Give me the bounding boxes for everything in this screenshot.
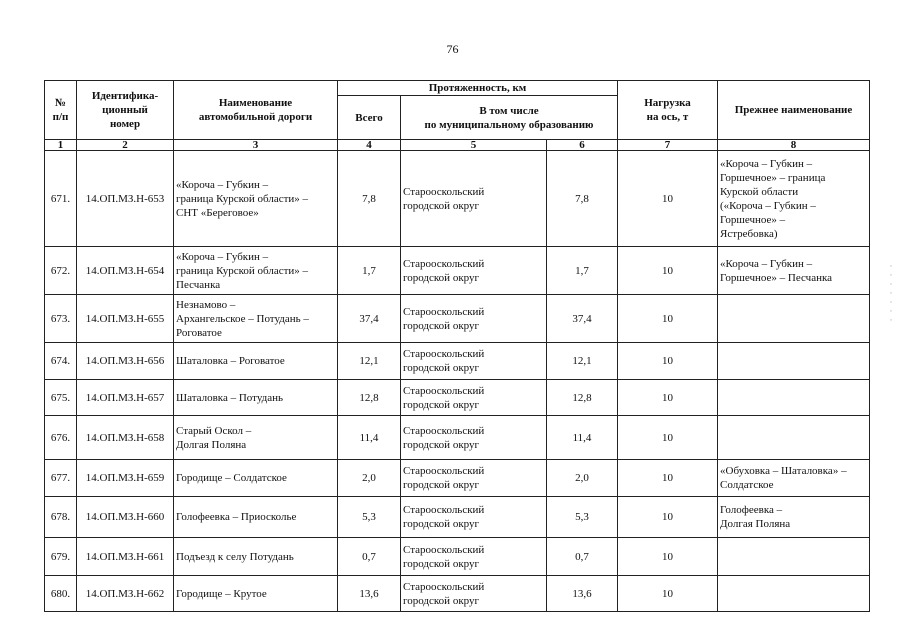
row-number: 673. (45, 295, 77, 343)
municipal-length: 1,7 (547, 247, 618, 295)
municipality: Старооскольский городской округ (401, 460, 547, 497)
column-number: 8 (718, 140, 870, 151)
length-total: 12,8 (338, 380, 401, 416)
header-name: Наименование автомобильной дороги (174, 81, 338, 140)
header-id: Идентифика- ционный номер (77, 81, 174, 140)
table-row (45, 416, 870, 460)
municipality: Старооскольский городской округ (401, 247, 547, 295)
road-name: Городище – Солдатское (174, 460, 338, 497)
table-row (45, 460, 870, 497)
header-previous: Прежнее наименование (718, 81, 870, 140)
axle-load: 10 (618, 538, 718, 576)
length-total: 37,4 (338, 295, 401, 343)
municipality: Старооскольский городской округ (401, 576, 547, 612)
column-number: 7 (618, 140, 718, 151)
axle-load: 10 (618, 247, 718, 295)
road-name: «Короча – Губкин – граница Курской области» – Песчанка (174, 247, 338, 295)
length-total: 0,7 (338, 538, 401, 576)
table-row (45, 343, 870, 380)
previous-name (718, 576, 870, 612)
previous-name (718, 343, 870, 380)
municipality: Старооскольский городской округ (401, 538, 547, 576)
road-name: Подъезд к селу Потудань (174, 538, 338, 576)
previous-name (718, 416, 870, 460)
length-total: 2,0 (338, 460, 401, 497)
axle-load: 10 (618, 416, 718, 460)
municipal-length: 12,1 (547, 343, 618, 380)
road-id: 14.ОП.МЗ.Н-654 (77, 247, 174, 295)
axle-load: 10 (618, 380, 718, 416)
column-number: 1 (45, 140, 77, 151)
header-total: Всего (338, 96, 401, 140)
municipality: Старооскольский городской округ (401, 380, 547, 416)
previous-name (718, 295, 870, 343)
municipality: Старооскольский городской округ (401, 497, 547, 538)
municipal-length: 37,4 (547, 295, 618, 343)
municipal-length: 13,6 (547, 576, 618, 612)
municipal-length: 0,7 (547, 538, 618, 576)
row-number: 672. (45, 247, 77, 295)
road-id: 14.ОП.МЗ.Н-659 (77, 460, 174, 497)
municipality: Старооскольский городской округ (401, 343, 547, 380)
municipal-length: 5,3 (547, 497, 618, 538)
road-id: 14.ОП.МЗ.Н-655 (77, 295, 174, 343)
municipal-length: 12,8 (547, 380, 618, 416)
road-name: Голофеевка – Приосколье (174, 497, 338, 538)
header-num: № п/п (45, 81, 77, 140)
row-number: 676. (45, 416, 77, 460)
row-number: 677. (45, 460, 77, 497)
column-number: 6 (547, 140, 618, 151)
municipal-length: 11,4 (547, 416, 618, 460)
length-total: 1,7 (338, 247, 401, 295)
road-id: 14.ОП.МЗ.Н-660 (77, 497, 174, 538)
road-name: Незнамово – Архангельское – Потудань – Роговатое (174, 295, 338, 343)
row-number: 674. (45, 343, 77, 380)
row-number: 679. (45, 538, 77, 576)
header-length: Протяженность, км (338, 81, 618, 96)
row-number: 675. (45, 380, 77, 416)
axle-load: 10 (618, 497, 718, 538)
column-number: 2 (77, 140, 174, 151)
road-id: 14.ОП.МЗ.Н-657 (77, 380, 174, 416)
previous-name: «Короча – Губкин – Горшечное» – Песчанка (718, 247, 870, 295)
table-row (45, 295, 870, 343)
table-row (45, 497, 870, 538)
previous-name: Голофеевка – Долгая Поляна (718, 497, 870, 538)
header-load: Нагрузка на ось, т (618, 81, 718, 140)
length-total: 13,6 (338, 576, 401, 612)
road-id: 14.ОП.МЗ.Н-653 (77, 151, 174, 247)
municipality: Старооскольский городской округ (401, 295, 547, 343)
road-name: Шаталовка – Роговатое (174, 343, 338, 380)
municipal-length: 2,0 (547, 460, 618, 497)
axle-load: 10 (618, 151, 718, 247)
previous-name (718, 380, 870, 416)
table-row (45, 380, 870, 416)
length-total: 5,3 (338, 497, 401, 538)
length-total: 7,8 (338, 151, 401, 247)
column-number: 5 (401, 140, 547, 151)
table-row (45, 151, 870, 247)
axle-load: 10 (618, 295, 718, 343)
row-number: 680. (45, 576, 77, 612)
road-id: 14.ОП.МЗ.Н-661 (77, 538, 174, 576)
margin-scan-marks: · · · · · · · (889, 261, 893, 325)
previous-name (718, 538, 870, 576)
column-number: 4 (338, 140, 401, 151)
length-total: 11,4 (338, 416, 401, 460)
road-name: Старый Оскол – Долгая Поляна (174, 416, 338, 460)
municipal-length: 7,8 (547, 151, 618, 247)
column-number: 3 (174, 140, 338, 151)
road-id: 14.ОП.МЗ.Н-658 (77, 416, 174, 460)
row-number: 671. (45, 151, 77, 247)
header-municipal: В том числе по муниципальному образованию (401, 96, 618, 140)
axle-load: 10 (618, 460, 718, 497)
road-name: Городище – Крутое (174, 576, 338, 612)
road-id: 14.ОП.МЗ.Н-656 (77, 343, 174, 380)
length-total: 12,1 (338, 343, 401, 380)
axle-load: 10 (618, 343, 718, 380)
previous-name: «Короча – Губкин – Горшечное» – граница Курской области («Короча – Губкин – Горшечное» – Ястребовка) (718, 151, 870, 247)
road-name: Шаталовка – Потудань (174, 380, 338, 416)
table-row (45, 576, 870, 612)
row-number: 678. (45, 497, 77, 538)
previous-name: «Обуховка – Шаталовка» – Солдатское (718, 460, 870, 497)
municipality: Старооскольский городской округ (401, 416, 547, 460)
road-name: «Короча – Губкин – граница Курской области» – СНТ «Береговое» (174, 151, 338, 247)
road-id: 14.ОП.МЗ.Н-662 (77, 576, 174, 612)
table-row (45, 538, 870, 576)
table-body (45, 151, 870, 612)
roads-table (44, 80, 870, 612)
table-row (45, 247, 870, 295)
municipality: Старооскольский городской округ (401, 151, 547, 247)
axle-load: 10 (618, 576, 718, 612)
page-number: 76 (446, 42, 459, 56)
